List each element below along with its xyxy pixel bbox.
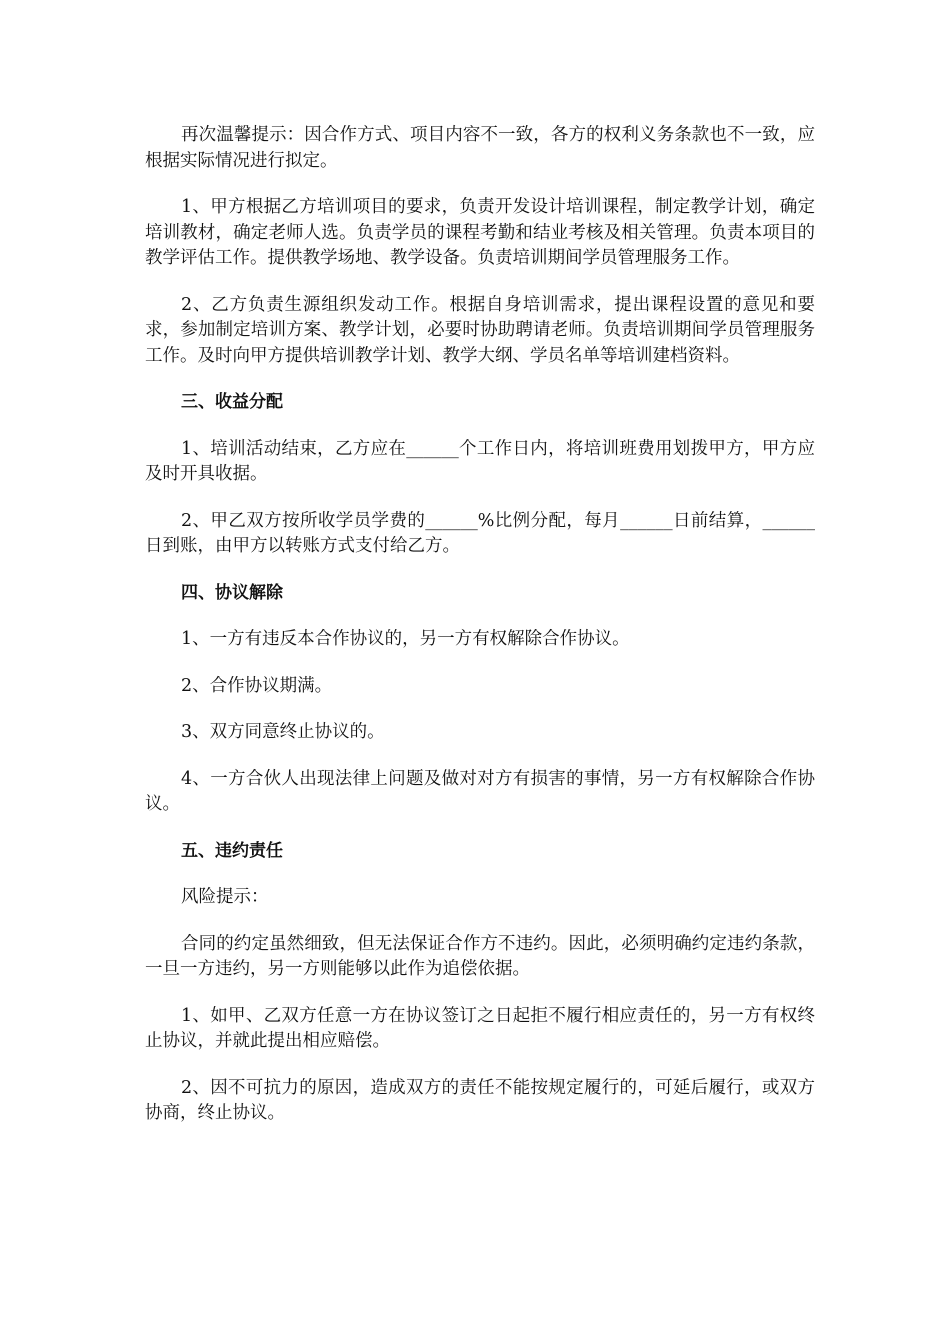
- clause-party-a-duties: 1、甲方根据乙方培训项目的要求，负责开发设计培训课程，制定教学计划，确定培训教材，确定老师人选。负责学员的课程考勤和结业考核及相关管理。负责本项目的教学评估工作。提供教学场地、教学设备。负责培训期间学员管理服务工作。: [145, 197, 815, 268]
- section-heading-liability: 五、违约责任: [181, 840, 283, 861]
- clause-termination-3: 3、双方同意终止协议的。: [181, 722, 385, 742]
- clause-termination-2: 2、合作协议期满。: [181, 675, 333, 696]
- clause-termination-1: 1、一方有违反本合作协议的，另一方有权解除合作协议。: [181, 629, 630, 649]
- clause-revenue-2: 2、甲乙双方按所收学员学费的______%比例分配，每月______日前结算，______日到账，由甲方以转账方式支付给乙方。: [145, 510, 815, 556]
- clause-party-b-duties: 2、乙方负责生源组织发动工作。根据自身培训需求，提出课程设置的意见和要求，参加制定培训方案、教学计划，必要时协助聘请老师。负责培训期间学员管理服务工作。及时向甲方提供培训教学计划、教学大纲、学员名单等培训建档资料。: [145, 294, 815, 366]
- clause-liability-1: 1、如甲、乙双方任意一方在协议签订之日起拒不履行相应责任的，另一方有权终止协议，并就此提出相应赔偿。: [145, 1005, 815, 1051]
- risk-tip-label: 风险提示：: [181, 887, 269, 907]
- clause-liability-2: 2、因不可抗力的原因，造成双方的责任不能按规定履行的，可延后履行，或双方协商，终止协议。: [145, 1077, 815, 1123]
- clause-revenue-1: 1、培训活动结束，乙方应在______个工作日内，将培训班费用划拨甲方，甲方应及时开具收据。: [145, 438, 815, 484]
- risk-tip-paragraph: 合同的约定虽然细致，但无法保证合作方不违约。因此，必须明确约定违约条款，一旦一方违约，另一方则能够以此作为追偿依据。: [145, 933, 815, 979]
- section-heading-revenue: 三、收益分配: [181, 392, 283, 412]
- section-heading-termination: 四、协议解除: [181, 582, 283, 603]
- document-body: [145, 123, 815, 1148]
- reminder-paragraph: 再次温馨提示：因合作方式、项目内容不一致，各方的权利义务条款也不一致，应根据实际情况进行拟定。: [145, 125, 815, 171]
- clause-termination-4: 4、一方合伙人出现法律上问题及做对对方有损害的事情，另一方有权解除合作协议。: [145, 768, 815, 814]
